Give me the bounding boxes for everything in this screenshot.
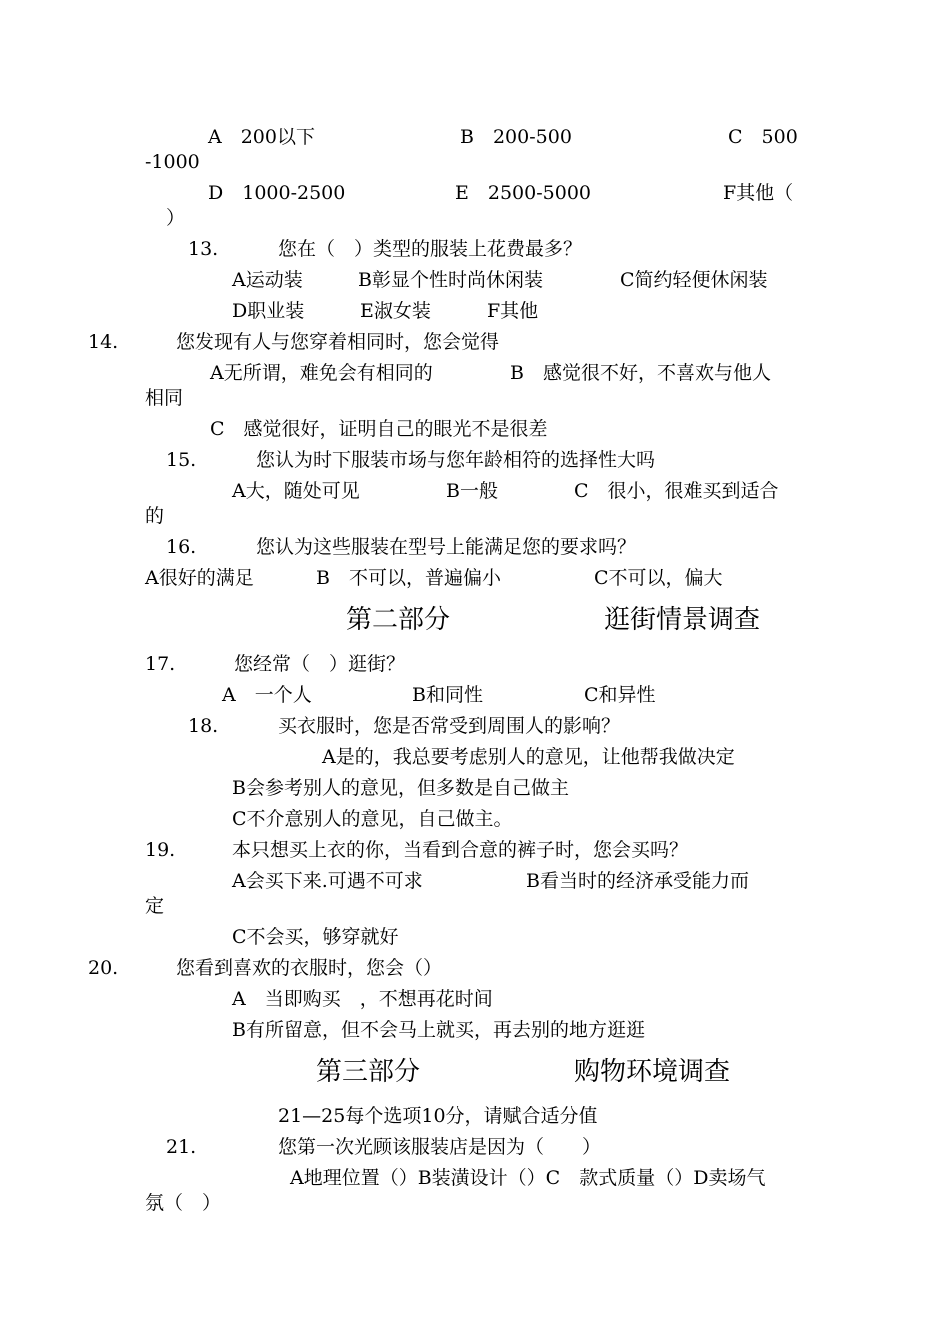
q18-number: 18. [188, 715, 219, 737]
q18-question: 买衣服时，您是否常受到周围人的影响？ [278, 715, 621, 737]
section-3-scoring-note: 21—25每个选项10分，请赋合适分值 [278, 1105, 598, 1127]
q13-option-a: A运动装 [232, 269, 303, 291]
q18-option-a: A是的，我总要考虑别人的意见，让他帮我做决定 [322, 746, 735, 768]
q13-option-c: C简约轻便休闲装 [620, 269, 768, 291]
q16-option-a: A很好的满足 [145, 567, 254, 589]
q13-option-f: F其他 [487, 300, 539, 322]
q13-question: 您在（ ）类型的服装上花费最多？ [278, 238, 583, 260]
q19-option-c: C不会买，够穿就好 [232, 926, 399, 948]
section-3-part-label: 第三部分 [316, 1057, 421, 1087]
q14-number: 14. [88, 331, 119, 353]
q13-option-b: B彰显个性时尚休闲装 [358, 269, 543, 291]
q17-option-a: A 一个人 [222, 684, 312, 706]
q16-option-b: B 不可以，普遍偏小 [316, 567, 501, 589]
q19-option-a: A会买下来.可遇不可求 [232, 870, 423, 892]
q17-option-b: B和同性 [412, 684, 483, 706]
q17-number: 17. [145, 653, 176, 675]
q14-option-a: A无所谓，难免会有相同的 [210, 362, 433, 384]
section-2-title: 逛街情景调查 [604, 605, 761, 635]
q15-option-c: C 很小，很难买到适合 [574, 480, 779, 502]
q13-option-d: D职业装 [232, 300, 305, 322]
q18-option-c: C不介意别人的意见，自己做主。 [232, 808, 513, 830]
q15-question: 您认为时下服装市场与您年龄相符的选择性大吗 [256, 449, 656, 471]
q19-option-b-continued: 定 [145, 895, 165, 917]
q14-question: 您发现有人与您穿着相同时，您会觉得 [176, 331, 500, 353]
q19-number: 19. [145, 839, 176, 861]
q16-number: 16. [166, 536, 197, 558]
q12-option-b: B 200-500 [460, 126, 572, 148]
q19-option-b: B看当时的经济承受能力而 [526, 870, 749, 892]
q18-option-b: B会参考别人的意见，但多数是自己做主 [232, 777, 569, 799]
q16-option-c: C不可以，偏大 [594, 567, 723, 589]
q12-option-f-continued: ） [166, 207, 186, 229]
q13-number: 13. [188, 238, 219, 260]
q20-option-a: A 当即购买 ，不想再花时间 [232, 988, 493, 1010]
q14-option-c: C 感觉很好，证明自己的眼光不是很差 [210, 418, 548, 440]
q14-option-b: B 感觉很不好，不喜欢与他人 [510, 362, 771, 384]
q12-option-f: F其他（ [723, 182, 794, 204]
q21-options-continued: 氛（ ） [145, 1192, 222, 1214]
q12-option-d: D 1000-2500 [208, 182, 346, 204]
q15-option-c-continued: 的 [145, 505, 165, 527]
section-3-title: 购物环境调查 [574, 1057, 731, 1087]
q14-option-b-continued: 相同 [145, 387, 184, 409]
q20-number: 20. [88, 957, 119, 979]
q19-question: 本只想买上衣的你，当看到合意的裤子时，您会买吗？ [232, 839, 689, 861]
q12-option-e: E 2500-5000 [455, 182, 591, 204]
q15-number: 15. [166, 449, 197, 471]
q20-question: 您看到喜欢的衣服时，您会（） [176, 957, 443, 979]
q13-option-e: E淑女装 [360, 300, 431, 322]
q15-option-a: A大，随处可见 [232, 480, 360, 502]
q12-option-c: C 500 [728, 126, 798, 148]
q17-question: 您经常（ ）逛街？ [234, 653, 406, 675]
q20-option-b: B有所留意，但不会马上就买，再去别的地方逛逛 [232, 1019, 645, 1041]
q12-option-c-continued: -1000 [145, 151, 200, 173]
q16-question: 您认为这些服装在型号上能满足您的要求吗？ [256, 536, 637, 558]
q15-option-b: B一般 [446, 480, 498, 502]
q21-question: 您第一次光顾该服装店是因为（ ） [278, 1136, 602, 1158]
section-2-part-label: 第二部分 [346, 605, 451, 635]
q21-options: A地理位置（）B装潢设计（）C 款式质量（）D卖场气 [290, 1167, 766, 1189]
q12-option-a: A 200以下 [208, 126, 315, 148]
q21-number: 21. [166, 1136, 197, 1158]
q17-option-c: C和异性 [584, 684, 656, 706]
